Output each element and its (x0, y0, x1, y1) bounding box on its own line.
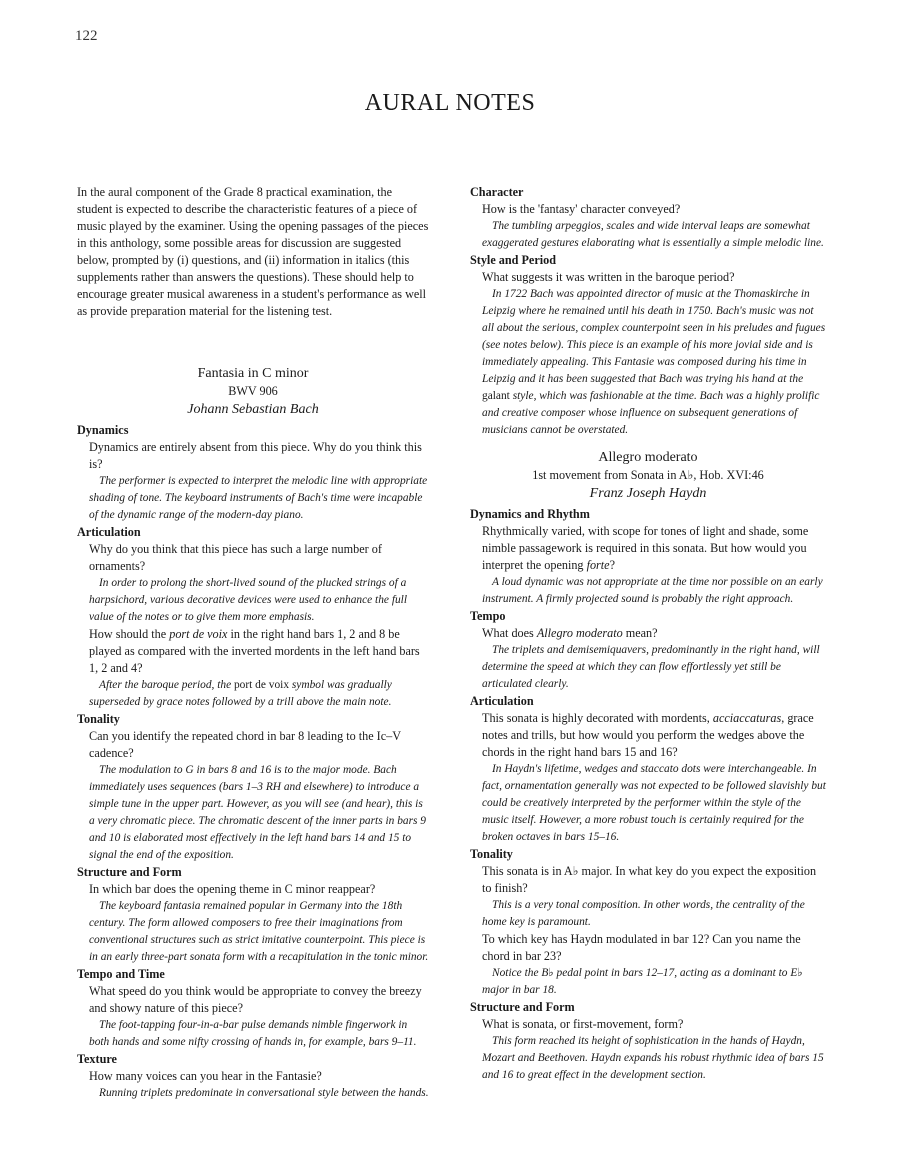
question: Why do you think that this piece has such a large number of ornaments? (89, 542, 382, 573)
question: What suggests it was written in the baroque period? (482, 270, 735, 284)
answer: The keyboard fantasia remained popular in Germany into the 18th century. The form allowed composers to free their imaginations from conventional structures such as strict imitative counterpoint. This piece is in an early three-part sonata form with a recapitulation in the tonic minor. (89, 900, 429, 963)
answer: Running triplets predominate in conversational style between the hands. (99, 1087, 429, 1099)
question: Rhythmically varied, with scope for tones of light and shade, some nimble passagework is required in this sonata. But how would you interpret the opening forte? (482, 524, 809, 572)
bach-texture-section (77, 1051, 429, 1102)
haydn-structure-section (470, 999, 826, 1084)
question: Dynamics are entirely absent from this piece. Why do you think this is? (89, 440, 422, 471)
question: This sonata is highly decorated with mordents, acciaccaturas, grace notes and trills, but how would you perform the wedges above the chords in the right hand bars 15 and 16? (482, 711, 814, 759)
section-heading: Tonality (77, 712, 120, 726)
bach-structure-section (77, 864, 429, 966)
bach-tempo-section (77, 966, 429, 1051)
question: What speed do you think would be appropriate to convey the breezy and showy nature of this piece? (89, 984, 422, 1015)
question: What does Allegro moderato mean? (482, 626, 658, 640)
section-heading: Structure and Form (470, 1000, 575, 1014)
bach-style-section (470, 252, 826, 439)
bach-composer: Johann Sebastian Bach (187, 402, 319, 417)
page-title: AURAL NOTES (364, 90, 536, 116)
section-heading: Articulation (470, 694, 534, 708)
answer: The foot-tapping four-in-a-bar pulse demands nimble fingerwork in both hands and some nifty crossing of hands in, for example, bars 9–11. (89, 1019, 417, 1048)
haydn-tonality-section (470, 846, 826, 999)
section-heading: Style and Period (470, 253, 556, 267)
haydn-tempo-section (470, 608, 826, 693)
bach-catalogue-number: BWV 906 (228, 384, 278, 398)
haydn-piece-header (470, 449, 826, 504)
bach-dynamics-section (77, 422, 429, 524)
section-heading: Dynamics (77, 423, 129, 437)
answer: This is a very tonal composition. In other words, the centrality of the home key is paramount. (482, 899, 805, 928)
section-heading: Tempo (470, 609, 506, 623)
section-heading: Character (470, 185, 524, 199)
question: How should the port de voix in the right hand bars 1, 2 and 8 be played as compared with the inverted mordents in the left hand bars 1, 2 and 4? (89, 627, 420, 675)
answer: The tumbling arpeggios, scales and wide interval leaps are somewhat exaggerated gestures elaborating what is essentially a simple melodic line. (482, 220, 824, 249)
question: Can you identify the repeated chord in bar 8 leading to the Ic–V cadence? (89, 729, 401, 760)
section-heading: Structure and Form (77, 865, 182, 879)
answer: The modulation to G in bars 8 and 16 is to the major mode. Bach immediately uses sequences (bars 1–3 RH and elsewhere) to introduce a simple tune in the upper part. However, as you will see (and hear), this is a very chromatic piece. The chromatic descent of the inner parts in bars 9 and 10 is elaborated most effectively in the left hand bars 14 and 15 to signal the end of the exposition. (89, 764, 427, 861)
section-heading: Articulation (77, 525, 141, 539)
haydn-composer: Franz Joseph Haydn (589, 486, 707, 501)
answer: A loud dynamic was not appropriate at the time nor possible on an early instrument. A firmly projected sound is probably the right approach. (482, 576, 823, 605)
answer: In 1722 Bach was appointed director of music at the Thomaskirche in Leipzig where he remained until his death in 1750. Bach's music was not all about the serious, complex counterpoint seen in his preludes and fugues (see notes below). This piece is an example of his more jovial side and is immediately appealing. This Fantasie was composed during his time in Leipzig and it has been suggested that Bach was trying his hand at the galant style, which was fashionable at the time. Bach was a highly prolific and creative composer whose influence on subsequent generations of musicians cannot be overstated. (482, 288, 826, 436)
section-heading: Dynamics and Rhythm (470, 507, 590, 521)
answer: The triplets and demisemiquavers, predominantly in the right hand, will determine the speed at which they can flow effortlessly yet still be articulated clearly. (482, 644, 820, 690)
bach-character-section (470, 184, 826, 252)
haydn-subtitle: 1st movement from Sonata in A♭, Hob. XVI:46 (532, 468, 764, 482)
answer: The performer is expected to interpret the melodic line with appropriate shading of tone. The keyboard instruments of Bach's time were incapable of the dynamic range of the modern-day piano. (89, 475, 428, 521)
answer: In order to prolong the short-lived sound of the plucked strings of a harpsichord, various decorative devices were used to enhance the full value of the notes or to give them more emphasis. (89, 577, 408, 623)
answer: In Haydn's lifetime, wedges and staccato dots were interchangeable. In fact, ornamentation generally was not expected to be followed slavishly but could be creatively interpreted by the performer within the style of the music itself. However, a more robust touch is certainly required for the broken octaves in bars 15–16. (482, 763, 826, 843)
question: In which bar does the opening theme in C minor reappear? (89, 882, 376, 896)
question: What is sonata, or first-movement, form? (482, 1017, 684, 1031)
left-column (77, 184, 429, 1102)
question: How many voices can you hear in the Fantasie? (89, 1069, 322, 1083)
section-heading: Texture (77, 1052, 117, 1066)
question: This sonata is in A♭ major. In what key do you expect the exposition to finish? (482, 864, 817, 895)
bach-tonality-section (77, 711, 429, 864)
section-heading: Tonality (470, 847, 513, 861)
haydn-piece-title: Allegro moderato (598, 450, 698, 465)
question: To which key has Haydn modulated in bar 12? Can you name the chord in bar 23? (482, 932, 801, 963)
bach-articulation-section (77, 524, 429, 711)
haydn-articulation-section (470, 693, 826, 846)
answer: This form reached its height of sophistication in the hands of Haydn, Mozart and Beethoven. Haydn expands his robust rhythmic idea of bars 15 and 16 to great effect in the development section. (482, 1035, 824, 1081)
answer: After the baroque period, the port de voix symbol was gradually superseded by grace notes followed by a trill above the main note. (89, 679, 392, 708)
answer: Notice the B♭ pedal point in bars 12–17, acting as a dominant to E♭ major in bar 18. (482, 967, 803, 996)
bach-piece-title: Fantasia in C minor (197, 366, 309, 381)
question: How is the 'fantasy' character conveyed? (482, 202, 681, 216)
intro-paragraph: In the aural component of the Grade 8 practical examination, the student is expected to describe the characteristic features of a piece of music played by the examiner. Using the opening passages of the pieces in this anthology, some possible areas for discussion are suggested below, prompted by (i) questions, and (ii) information in italics (this supplements rather than answers the questions). These should help to encourage greater musical awareness in a student's performance as well as provide preparation material for the listening test. (77, 185, 429, 318)
haydn-dynamics-section (470, 506, 826, 608)
page-number: 122 (75, 28, 98, 44)
right-column (470, 184, 826, 1084)
bach-piece-header (77, 365, 429, 420)
section-heading: Tempo and Time (77, 967, 165, 981)
